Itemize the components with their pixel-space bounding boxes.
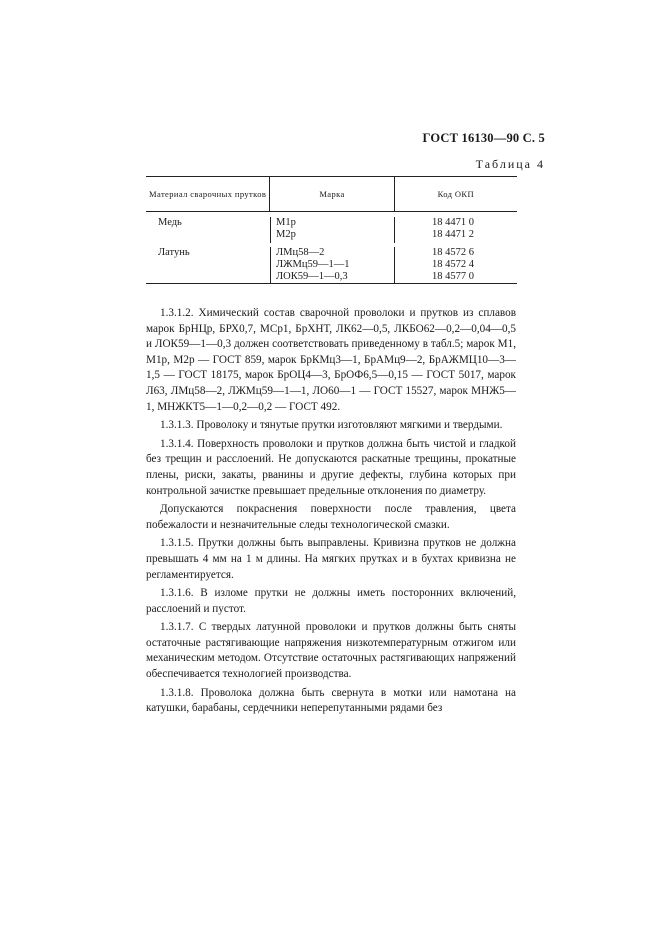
material-cell: Латунь	[158, 247, 190, 258]
code-cell	[394, 217, 517, 243]
mark-value: М1р	[276, 217, 296, 228]
body-text	[146, 306, 516, 720]
table-label: Таблица 4	[475, 157, 545, 171]
table-header-row	[146, 176, 517, 212]
header-okp-code: Код ОКП	[394, 177, 517, 211]
page-header: ГОСТ 16130—90 С. 5	[422, 131, 545, 145]
paragraph: 1.3.1.7. С твердых латунной проволоки и прутков должны быть сняты остаточные растягивающие напряжения низкотемпературным отжигом или механическим методом. Отсутствие остаточных растягивающих напряжений обеспечивается технологией производства.	[146, 621, 516, 681]
table-row	[146, 212, 517, 243]
mark-cell	[270, 217, 394, 243]
code-value: 18 4572 6	[432, 247, 474, 258]
code-value: 18 4471 2	[432, 229, 474, 240]
code-value: 18 4471 0	[432, 217, 474, 228]
mark-value: ЛЖМц59—1—1	[276, 259, 350, 270]
paragraph: 1.3.1.6. В изломе прутки не должны иметь посторонних включений, расслоений и пустот.	[146, 587, 516, 615]
header-mark: Марка	[269, 177, 393, 211]
header-material: Материал сварочных прутков	[149, 189, 267, 199]
code-value: 18 4577 0	[432, 271, 474, 282]
mark-value: ЛМц58—2	[276, 247, 325, 258]
table-row	[146, 243, 517, 284]
code-cell	[394, 247, 517, 283]
material-cell: Медь	[158, 217, 182, 228]
paragraph: 1.3.1.2. Химический состав сварочной проволоки и прутков из сплавов марок БрНЦр, БРХ0,7, МСр1, БрХНТ, ЛК62—0,5, ЛКБО62—0,2—0,04—0,5 и ЛОК59—1—0,3 должен соответствовать приведенному в табл.5; марок М1, М1р, М2р — ГОСТ 859, марок БрКМц3—1, БрАМц9—2, БрАЖМЦ10—3—1,5 — ГОСТ 18175, марок БрОЦ4—3, БрОФ6,5—0,15 — ГОСТ 5017, марок Л63, ЛМц58—2, ЛЖМц59—1—1, ЛО60—1 — ГОСТ 15527, марок МНЖ5—1, МНЖКТ5—1—0,2—0,2 — ГОСТ 492.	[146, 307, 516, 413]
mark-value: М2р	[276, 229, 296, 240]
data-table	[146, 176, 517, 284]
code-value: 18 4572 4	[432, 259, 474, 270]
mark-value: ЛОК59—1—0,3	[276, 271, 348, 282]
paragraph: 1.3.1.3. Проволоку и тянутые прутки изготовляют мягкими и твердыми.	[160, 419, 503, 432]
paragraph: 1.3.1.8. Проволока должна быть свернута в мотки или намотана на катушки, барабаны, сердечники неперепутанными рядами без	[146, 686, 516, 715]
paragraph: 1.3.1.4. Поверхность проволоки и прутков должна быть чистой и гладкой без трещин и расслоений. Не допускаются раскатные трещины, прокатные плены, риски, закаты, рванины и другие дефекты, глубина которых при контрольной зачистке превышает предельные отклонения по диаметру.	[146, 437, 516, 497]
paragraph: 1.3.1.5. Прутки должны быть выправлены. Кривизна прутков не должна превышать 4 мм на 1 м длины. На мягких прутках и в бухтах кривизна не регламентируется.	[146, 537, 516, 581]
paragraph: Допускаются покраснения поверхности после травления, цвета побежалости и незначительные следы технологической смазки.	[146, 503, 516, 531]
mark-cell	[270, 247, 394, 283]
